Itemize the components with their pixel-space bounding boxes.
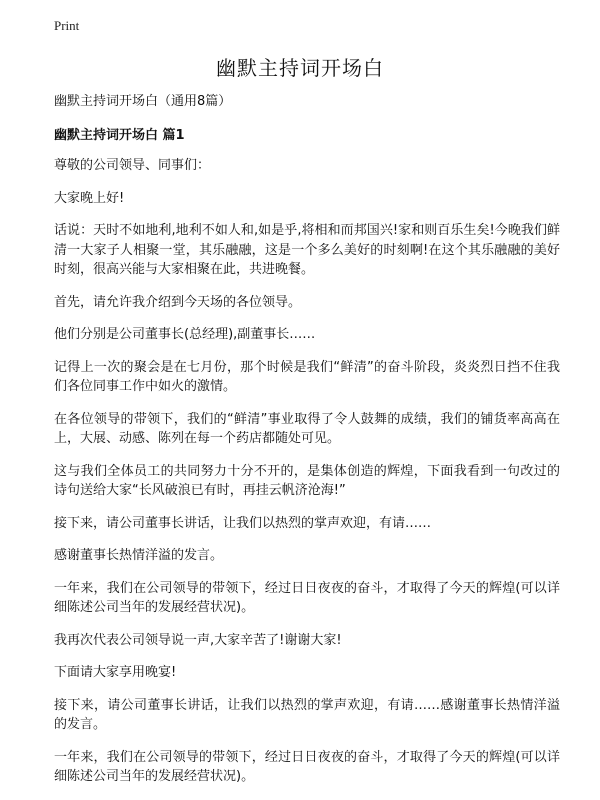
paragraph: 话说：天时不如地利,地利不如人和,如是乎,将相和而邦国兴!家和则百乐生矣!今晚我们鲜清一大家子人相聚一堂，其乐融融，这是一个多么美好的时刻啊!在这个其乐融融的美好时刻，很高兴能与大家相聚在此，共进晚餐。 (54, 223, 560, 277)
document-body (54, 92, 560, 800)
section-heading: 幽默主持词开场白 篇1 (54, 128, 185, 143)
paragraph: 在各位领导的带领下，我们的“鲜清”事业取得了令人鼓舞的成绩，我们的铺货率高高在上，大展、动感、陈列在每一个药店都随处可见。 (54, 411, 560, 446)
paragraph: 我再次代表公司领导说一声,大家辛苦了!谢谢大家! (54, 632, 342, 648)
print-link[interactable]: Print (54, 18, 80, 33)
paragraph: 接下来，请公司董事长讲话，让我们以热烈的掌声欢迎，有请…… (54, 515, 432, 531)
document-subtitle: 幽默主持词开场白（通用8篇） (54, 94, 232, 109)
paragraph: 感谢董事长热情洋溢的发言。 (54, 548, 224, 563)
paragraph: 他们分别是公司董事长(总经理),副董事长…… (54, 327, 316, 342)
paragraph: 下面请大家享用晚宴! (54, 665, 177, 680)
paragraph: 尊敬的公司领导、同事们： (54, 158, 211, 173)
page-title: 幽默主持词开场白 (216, 56, 384, 80)
paragraph: 大家晚上好! (54, 190, 125, 206)
paragraph: 一年来，我们在公司领导的带领下，经过日日夜夜的奋斗，才取得了今天的辉煌(可以详细陈述公司当年的发展经营状况)。 (54, 580, 560, 615)
paragraph: 首先，请允许我介绍到今天场的各位领导。 (54, 294, 302, 310)
paragraph: 一年来，我们在公司领导的带领下，经过日日夜夜的奋斗，才取得了今天的辉煌(可以详细陈述公司当年的发展经营状况)。 (54, 749, 560, 784)
paragraph: 这与我们全体员工的共同努力十分不开的，是集体创造的辉煌，下面我看到一句改过的诗句送给大家“长风破浪已有时，再挂云帆济沧海!” (54, 463, 560, 498)
paragraph: 接下来，请公司董事长讲话，让我们以热烈的掌声欢迎，有请……感谢董事长热情洋溢的发言。 (54, 697, 560, 732)
paragraph: 记得上一次的聚会是在七月份，那个时候是我们“鲜清”的奋斗阶段，炎炎烈日挡不住我们各位同事工作中如火的激情。 (54, 359, 560, 394)
